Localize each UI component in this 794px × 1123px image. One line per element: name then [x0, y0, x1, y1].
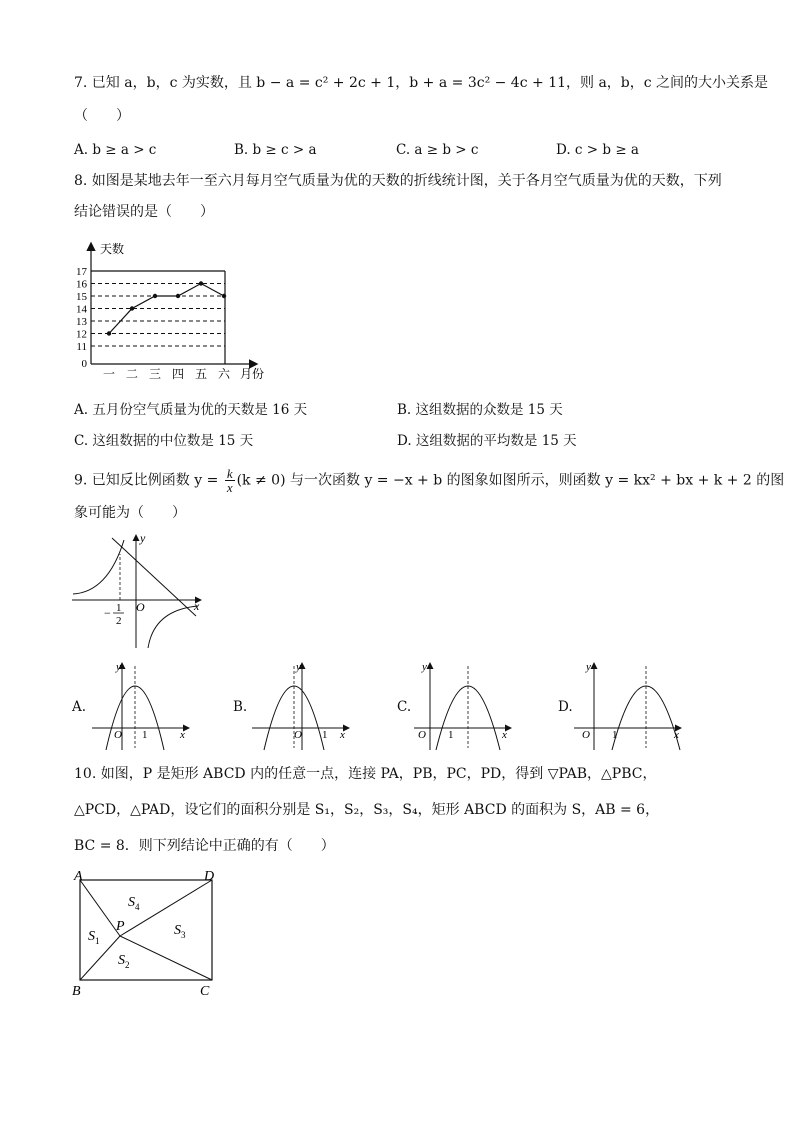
- vertex-b-label: B: [72, 984, 81, 999]
- q9-fraction-num: k: [226, 466, 233, 481]
- q9-main-figure: [68, 532, 208, 652]
- opt-a-x-label: x: [180, 729, 185, 741]
- q9-option-d-graph: [574, 662, 684, 752]
- chart-y-tick-label: 0: [81, 358, 87, 370]
- opt-c-y-label: y: [422, 662, 427, 673]
- opt-b-origin: O: [294, 729, 302, 741]
- area-s1-label: $S_1$: [88, 929, 100, 946]
- q9-option-b-graph: [252, 662, 352, 752]
- q7-option-b: B. b ≥ c > a: [234, 142, 317, 158]
- q7-option-a: A. b ≥ a > c: [74, 142, 157, 158]
- opt-a-one: 1: [142, 729, 148, 741]
- q9-stem-line1: [74, 467, 784, 494]
- q9-stem-part1: 9. 已知反比例函数 y =: [74, 472, 223, 489]
- chart-data-point: [153, 294, 157, 298]
- opt-c-origin: O: [418, 729, 426, 741]
- chart-x-axis-title: 月份: [240, 367, 264, 380]
- area-s3-label: $S_3$: [174, 923, 186, 940]
- chart-y-tick-label: 13: [76, 316, 87, 328]
- q8-stem-line2: 结论错误的是（ ）: [74, 204, 214, 220]
- q10-rectangle-figure: [68, 866, 248, 1001]
- opt-a-origin: O: [114, 729, 122, 741]
- chart-data-point: [199, 281, 203, 285]
- chart-data-point: [222, 294, 226, 298]
- vertex-c-label: C: [200, 984, 210, 999]
- q8-option-b: B. 这组数据的众数是 15 天: [397, 402, 563, 418]
- q10-stem-line2: △PCD，△PAD，设它们的面积分别是 S₁，S₂，S₃，S₄，矩形 ABCD 的面积为 S，AB = 6，: [74, 802, 660, 818]
- q9-option-a-graph: [92, 662, 192, 752]
- opt-d-x-label: x: [674, 729, 679, 741]
- vertex-a-label: A: [74, 869, 83, 884]
- opt-d-origin: O: [582, 729, 590, 741]
- q7-stem-line1: 7. 已知 a，b，c 为实数，且 b − a = c² + 2c + 1，b + a = 3c² − 4c + 11，则 a，b，c 之间的大小关系是: [74, 75, 769, 91]
- q10-stem-line3: BC = 8．则下列结论中正确的有（ ）: [74, 838, 335, 854]
- q8-stem-line1: 8. 如图是某地去年一至六月每月空气质量为优的天数的折线统计图，关于各月空气质量为优的天数，下列: [74, 173, 722, 189]
- chart-x-tick-label: 五: [194, 367, 208, 380]
- chart-x-tick-label: 四: [171, 367, 185, 380]
- chart-y-tick-label: 17: [76, 266, 87, 278]
- q9-stem-line2: 象可能为（ ）: [74, 505, 186, 521]
- area-s4-label: $S_4$: [128, 895, 140, 912]
- opt-c-one: 1: [448, 729, 454, 741]
- q9-fig-origin-label: O: [136, 600, 145, 614]
- q9-fig-half-den: 2: [116, 615, 122, 627]
- q9-option-d-label: D.: [558, 699, 573, 715]
- chart-y-tick-label: 16: [76, 278, 87, 291]
- chart-data-point: [107, 331, 111, 335]
- chart-data-point: [130, 306, 134, 310]
- opt-b-one: 1: [322, 729, 328, 741]
- point-p-label: P: [116, 919, 125, 934]
- q9-fraction-den: x: [226, 480, 233, 495]
- chart-y-tick-label: 11: [76, 341, 87, 353]
- q9-fig-linear-function: [112, 538, 196, 616]
- chart-x-tick-label: 一: [102, 367, 116, 380]
- opt-d-one: 1: [612, 729, 618, 741]
- q8-line-chart: [64, 240, 264, 380]
- chart-x-tick-label: 二: [125, 367, 139, 380]
- opt-b-x-label: x: [340, 729, 345, 741]
- q8-option-a: A. 五月份空气质量为优的天数是 16 天: [74, 402, 308, 418]
- q9-fig-minus-sign: −: [104, 606, 111, 620]
- q9-fig-half-num: 1: [116, 602, 122, 614]
- q9-option-c-graph: [414, 662, 514, 752]
- q9-fig-hyperbola-branch-left: [73, 540, 124, 594]
- chart-y-tick-label: 14: [76, 303, 87, 316]
- opt-b-y-label: y: [296, 662, 301, 673]
- q7-answer-paren: （ ）: [74, 108, 130, 124]
- vertex-d-label: D: [204, 869, 215, 884]
- q9-fig-y-label: y: [140, 532, 146, 545]
- chart-x-tick-label: 三: [148, 367, 162, 380]
- chart-y-tick-label: 12: [76, 328, 87, 341]
- opt-c-x-label: x: [502, 729, 507, 741]
- q7-option-c: C. a ≥ b > c: [396, 142, 479, 158]
- q9-fraction: [225, 467, 235, 494]
- q9-option-b-label: B.: [233, 699, 248, 715]
- q9-option-c-label: C.: [397, 699, 412, 715]
- q10-stem-line1: 10. 如图，P 是矩形 ABCD 内的任意一点，连接 PA，PB，PC，PD，得到 ▽PAB，△PBC，: [74, 766, 657, 782]
- q9-option-a-label: A.: [72, 699, 87, 715]
- opt-d-y-label: y: [586, 662, 591, 673]
- q8-option-c: C. 这组数据的中位数是 15 天: [74, 433, 254, 449]
- q8-option-d: D. 这组数据的平均数是 15 天: [397, 433, 577, 449]
- area-s2-label: $S_2$: [118, 953, 130, 970]
- q9-stem-part2: (k ≠ 0) 与一次函数 y = −x + b 的图象如图所示，则函数 y = kx² + bx + k + 2 的图: [236, 472, 785, 489]
- chart-y-tick-label: 15: [76, 291, 87, 303]
- q9-fig-x-label: x: [194, 599, 200, 613]
- chart-x-tick-label: 六: [217, 367, 231, 380]
- chart-y-axis-title: 天数: [100, 242, 125, 256]
- chart-data-point: [176, 294, 180, 298]
- opt-a-y-label: y: [116, 662, 121, 673]
- q9-fig-hyperbola-branch-right: [148, 606, 198, 648]
- q7-option-d: D. c > b ≥ a: [556, 142, 639, 158]
